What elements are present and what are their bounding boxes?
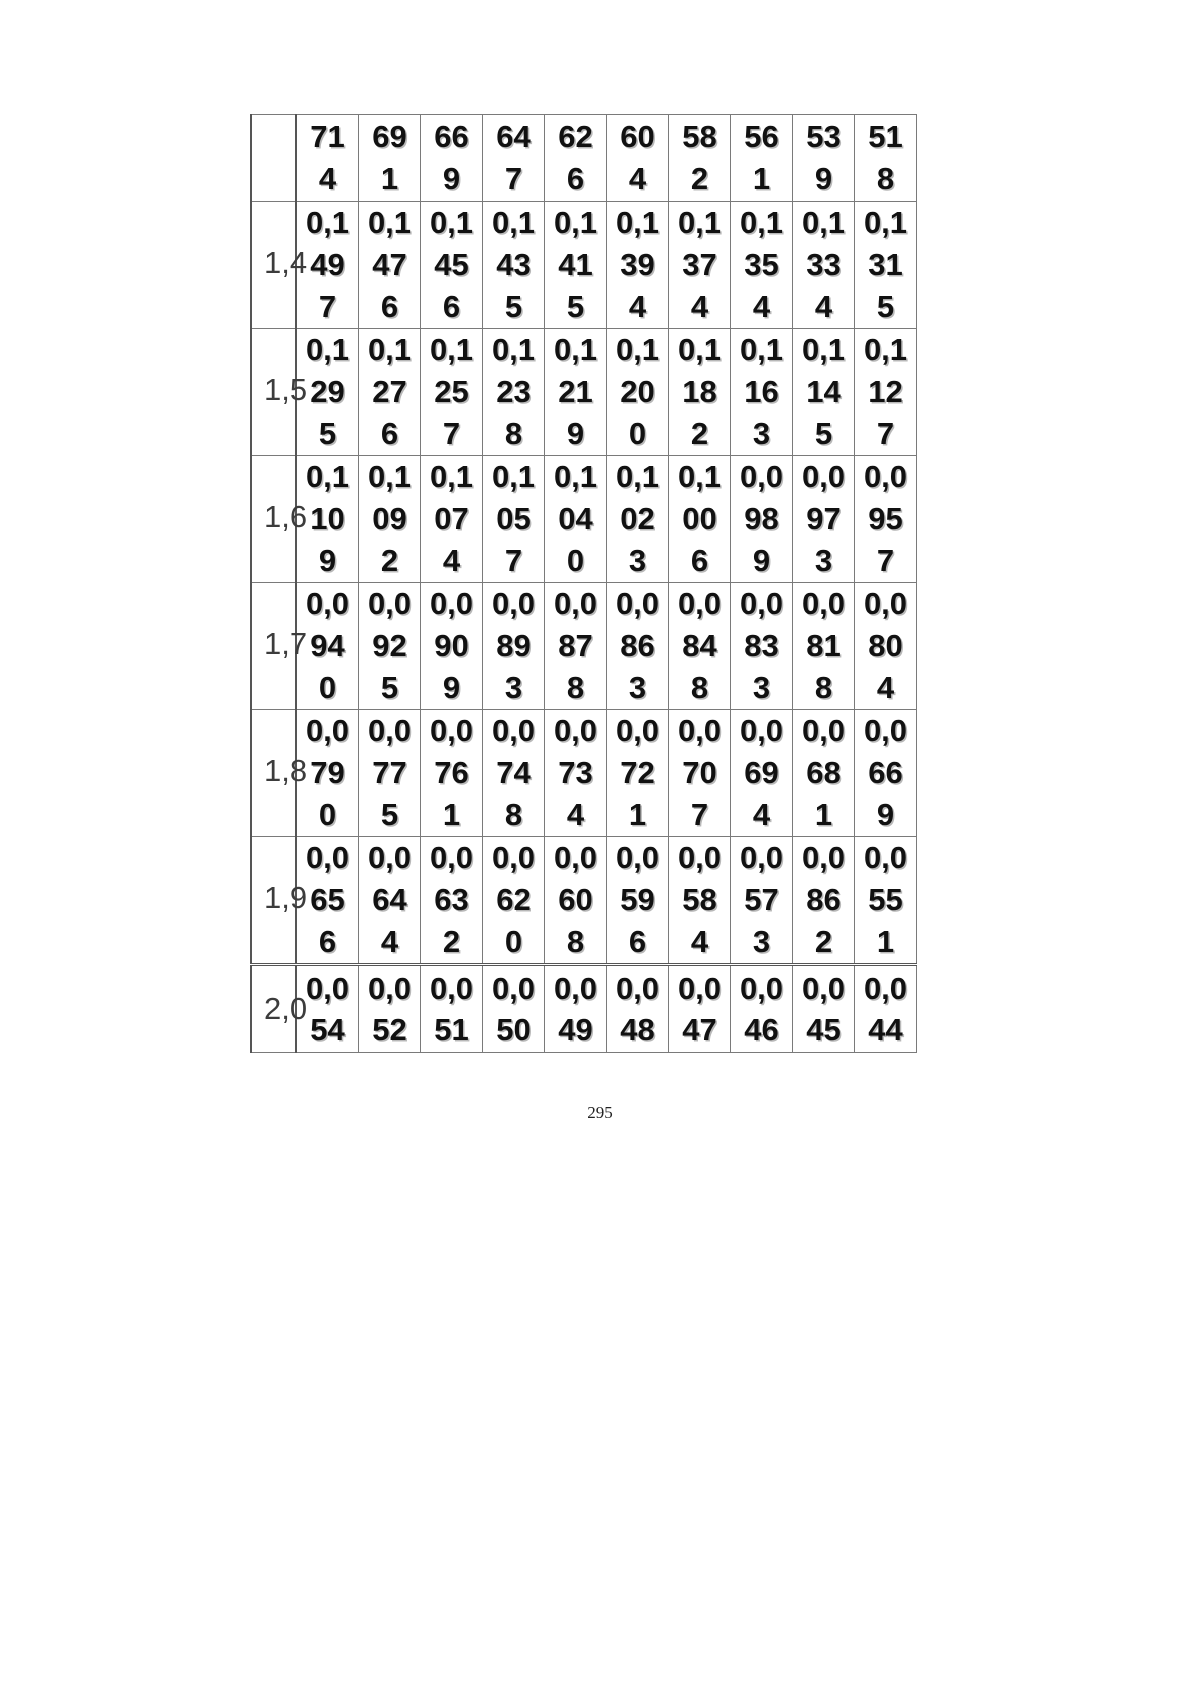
table-row bbox=[251, 965, 917, 1053]
table-cell: 0,0 55 1 bbox=[855, 837, 917, 965]
table-cell: 0,1 04 0 bbox=[545, 456, 607, 583]
table-cell: 0,0 44 bbox=[855, 965, 917, 1053]
table-cell: 0,1 35 4 bbox=[731, 202, 793, 329]
table-cell: 0,0 86 3 bbox=[607, 583, 669, 710]
table-cell: 0,0 63 2 bbox=[421, 837, 483, 965]
table-cell: 0,1 49 7 bbox=[296, 202, 359, 329]
table-cell: 0,0 45 bbox=[793, 965, 855, 1053]
table-cell: 0,1 16 3 bbox=[731, 329, 793, 456]
table-cell: 0,0 92 5 bbox=[359, 583, 421, 710]
row-label: 1,6 bbox=[264, 499, 308, 534]
table-cell: 69 1 bbox=[359, 115, 421, 202]
table-cell: 0,0 77 5 bbox=[359, 710, 421, 837]
table-cell: 0,0 57 3 bbox=[731, 837, 793, 965]
table-cell: 71 4 bbox=[296, 115, 359, 202]
table-cell: 0,0 76 1 bbox=[421, 710, 483, 837]
table-cell: 0,0 98 9 bbox=[731, 456, 793, 583]
table-row bbox=[251, 583, 917, 710]
table-row bbox=[251, 710, 917, 837]
row-label-cell bbox=[251, 456, 308, 583]
table-cell: 0,0 83 3 bbox=[731, 583, 793, 710]
table-cell: 0,0 59 6 bbox=[607, 837, 669, 965]
table-cell: 64 7 bbox=[483, 115, 545, 202]
row-label-cell bbox=[251, 710, 308, 837]
table-cell: 0,0 86 2 bbox=[793, 837, 855, 965]
table-cell: 51 8 bbox=[855, 115, 917, 202]
table-cell: 0,1 31 5 bbox=[855, 202, 917, 329]
table-row bbox=[251, 329, 917, 456]
table-cell: 0,0 89 3 bbox=[483, 583, 545, 710]
table-cell: 0,0 60 8 bbox=[545, 837, 607, 965]
row-label-cell bbox=[251, 583, 308, 710]
table-cell: 0,1 05 7 bbox=[483, 456, 545, 583]
table-cell: 0,0 69 4 bbox=[731, 710, 793, 837]
table-cell: 0,0 64 4 bbox=[359, 837, 421, 965]
row-label: 1,7 bbox=[264, 626, 308, 661]
table-cell: 0,1 43 5 bbox=[483, 202, 545, 329]
table-cell: 58 2 bbox=[669, 115, 731, 202]
table-cell: 0,1 39 4 bbox=[607, 202, 669, 329]
table-cell: 60 4 bbox=[607, 115, 669, 202]
table-row bbox=[251, 837, 917, 965]
table-cell: 0,0 70 7 bbox=[669, 710, 731, 837]
table-cell: 0,0 68 1 bbox=[793, 710, 855, 837]
table-cell: 0,1 25 7 bbox=[421, 329, 483, 456]
table-cell: 0,0 87 8 bbox=[545, 583, 607, 710]
table-cell: 0,0 52 bbox=[359, 965, 421, 1053]
row-label-cell bbox=[251, 965, 308, 1053]
table-cell: 0,0 58 4 bbox=[669, 837, 731, 965]
page-number: 295 bbox=[587, 1103, 613, 1122]
table-cell: 0,1 12 7 bbox=[855, 329, 917, 456]
table-cell: 0,0 90 9 bbox=[421, 583, 483, 710]
table-cell: 0,1 27 6 bbox=[359, 329, 421, 456]
table-cell: 0,1 23 8 bbox=[483, 329, 545, 456]
table-cell: 53 9 bbox=[793, 115, 855, 202]
row-label-cell bbox=[251, 329, 308, 456]
data-table bbox=[250, 114, 917, 1053]
table-cell: 0,0 94 0 bbox=[296, 583, 359, 710]
row-label: 1,8 bbox=[264, 753, 308, 788]
table-cell: 0,0 54 bbox=[296, 965, 359, 1053]
row-label: 2,0 bbox=[264, 991, 308, 1026]
table-cell: 0,1 18 2 bbox=[669, 329, 731, 456]
table-cell: 0,0 81 8 bbox=[793, 583, 855, 710]
table-cell: 0,0 97 3 bbox=[793, 456, 855, 583]
table-cell: 0,1 02 3 bbox=[607, 456, 669, 583]
table-cell: 56 1 bbox=[731, 115, 793, 202]
row-label-cell bbox=[251, 837, 308, 965]
table-cell: 0,1 20 0 bbox=[607, 329, 669, 456]
table-cell: 0,0 80 4 bbox=[855, 583, 917, 710]
table-cell: 0,0 65 6 bbox=[296, 837, 359, 965]
table-cell: 0,1 37 4 bbox=[669, 202, 731, 329]
row-label-cell bbox=[251, 202, 308, 329]
table-cell: 0,1 29 5 bbox=[296, 329, 359, 456]
table-cell: 0,1 14 5 bbox=[793, 329, 855, 456]
table-cell: 0,0 72 1 bbox=[607, 710, 669, 837]
table-cell: 0,1 09 2 bbox=[359, 456, 421, 583]
table-cell: 0,0 46 bbox=[731, 965, 793, 1053]
table-cell: 0,0 79 0 bbox=[296, 710, 359, 837]
table-cell: 0,0 49 bbox=[545, 965, 607, 1053]
table-cell: 0,1 47 6 bbox=[359, 202, 421, 329]
table-cell: 0,1 00 6 bbox=[669, 456, 731, 583]
table-cell: 0,0 51 bbox=[421, 965, 483, 1053]
table-row bbox=[251, 456, 917, 583]
table-cell: 0,1 07 4 bbox=[421, 456, 483, 583]
table-row bbox=[251, 202, 917, 329]
table-cell: 0,1 41 5 bbox=[545, 202, 607, 329]
table-cell: 0,0 84 8 bbox=[669, 583, 731, 710]
table-cell: 0,1 33 4 bbox=[793, 202, 855, 329]
table-cell: 0,0 48 bbox=[607, 965, 669, 1053]
table-row bbox=[251, 115, 917, 202]
table-cell: 0,1 45 6 bbox=[421, 202, 483, 329]
row-label: 1,5 bbox=[264, 372, 308, 407]
table-cell: 0,0 47 bbox=[669, 965, 731, 1053]
row-label: 1,4 bbox=[264, 245, 308, 280]
row-label-cell bbox=[251, 115, 296, 202]
table-cell: 0,0 95 7 bbox=[855, 456, 917, 583]
table-cell: 0,0 50 bbox=[483, 965, 545, 1053]
table-cell: 62 6 bbox=[545, 115, 607, 202]
table-cell: 0,1 10 9 bbox=[296, 456, 359, 583]
table-cell: 0,1 21 9 bbox=[545, 329, 607, 456]
row-label: 1,9 bbox=[264, 880, 308, 915]
table-cell: 0,0 62 0 bbox=[483, 837, 545, 965]
table-cell: 0,0 73 4 bbox=[545, 710, 607, 837]
table-cell: 66 9 bbox=[421, 115, 483, 202]
table-cell: 0,0 74 8 bbox=[483, 710, 545, 837]
table-cell: 0,0 66 9 bbox=[855, 710, 917, 837]
